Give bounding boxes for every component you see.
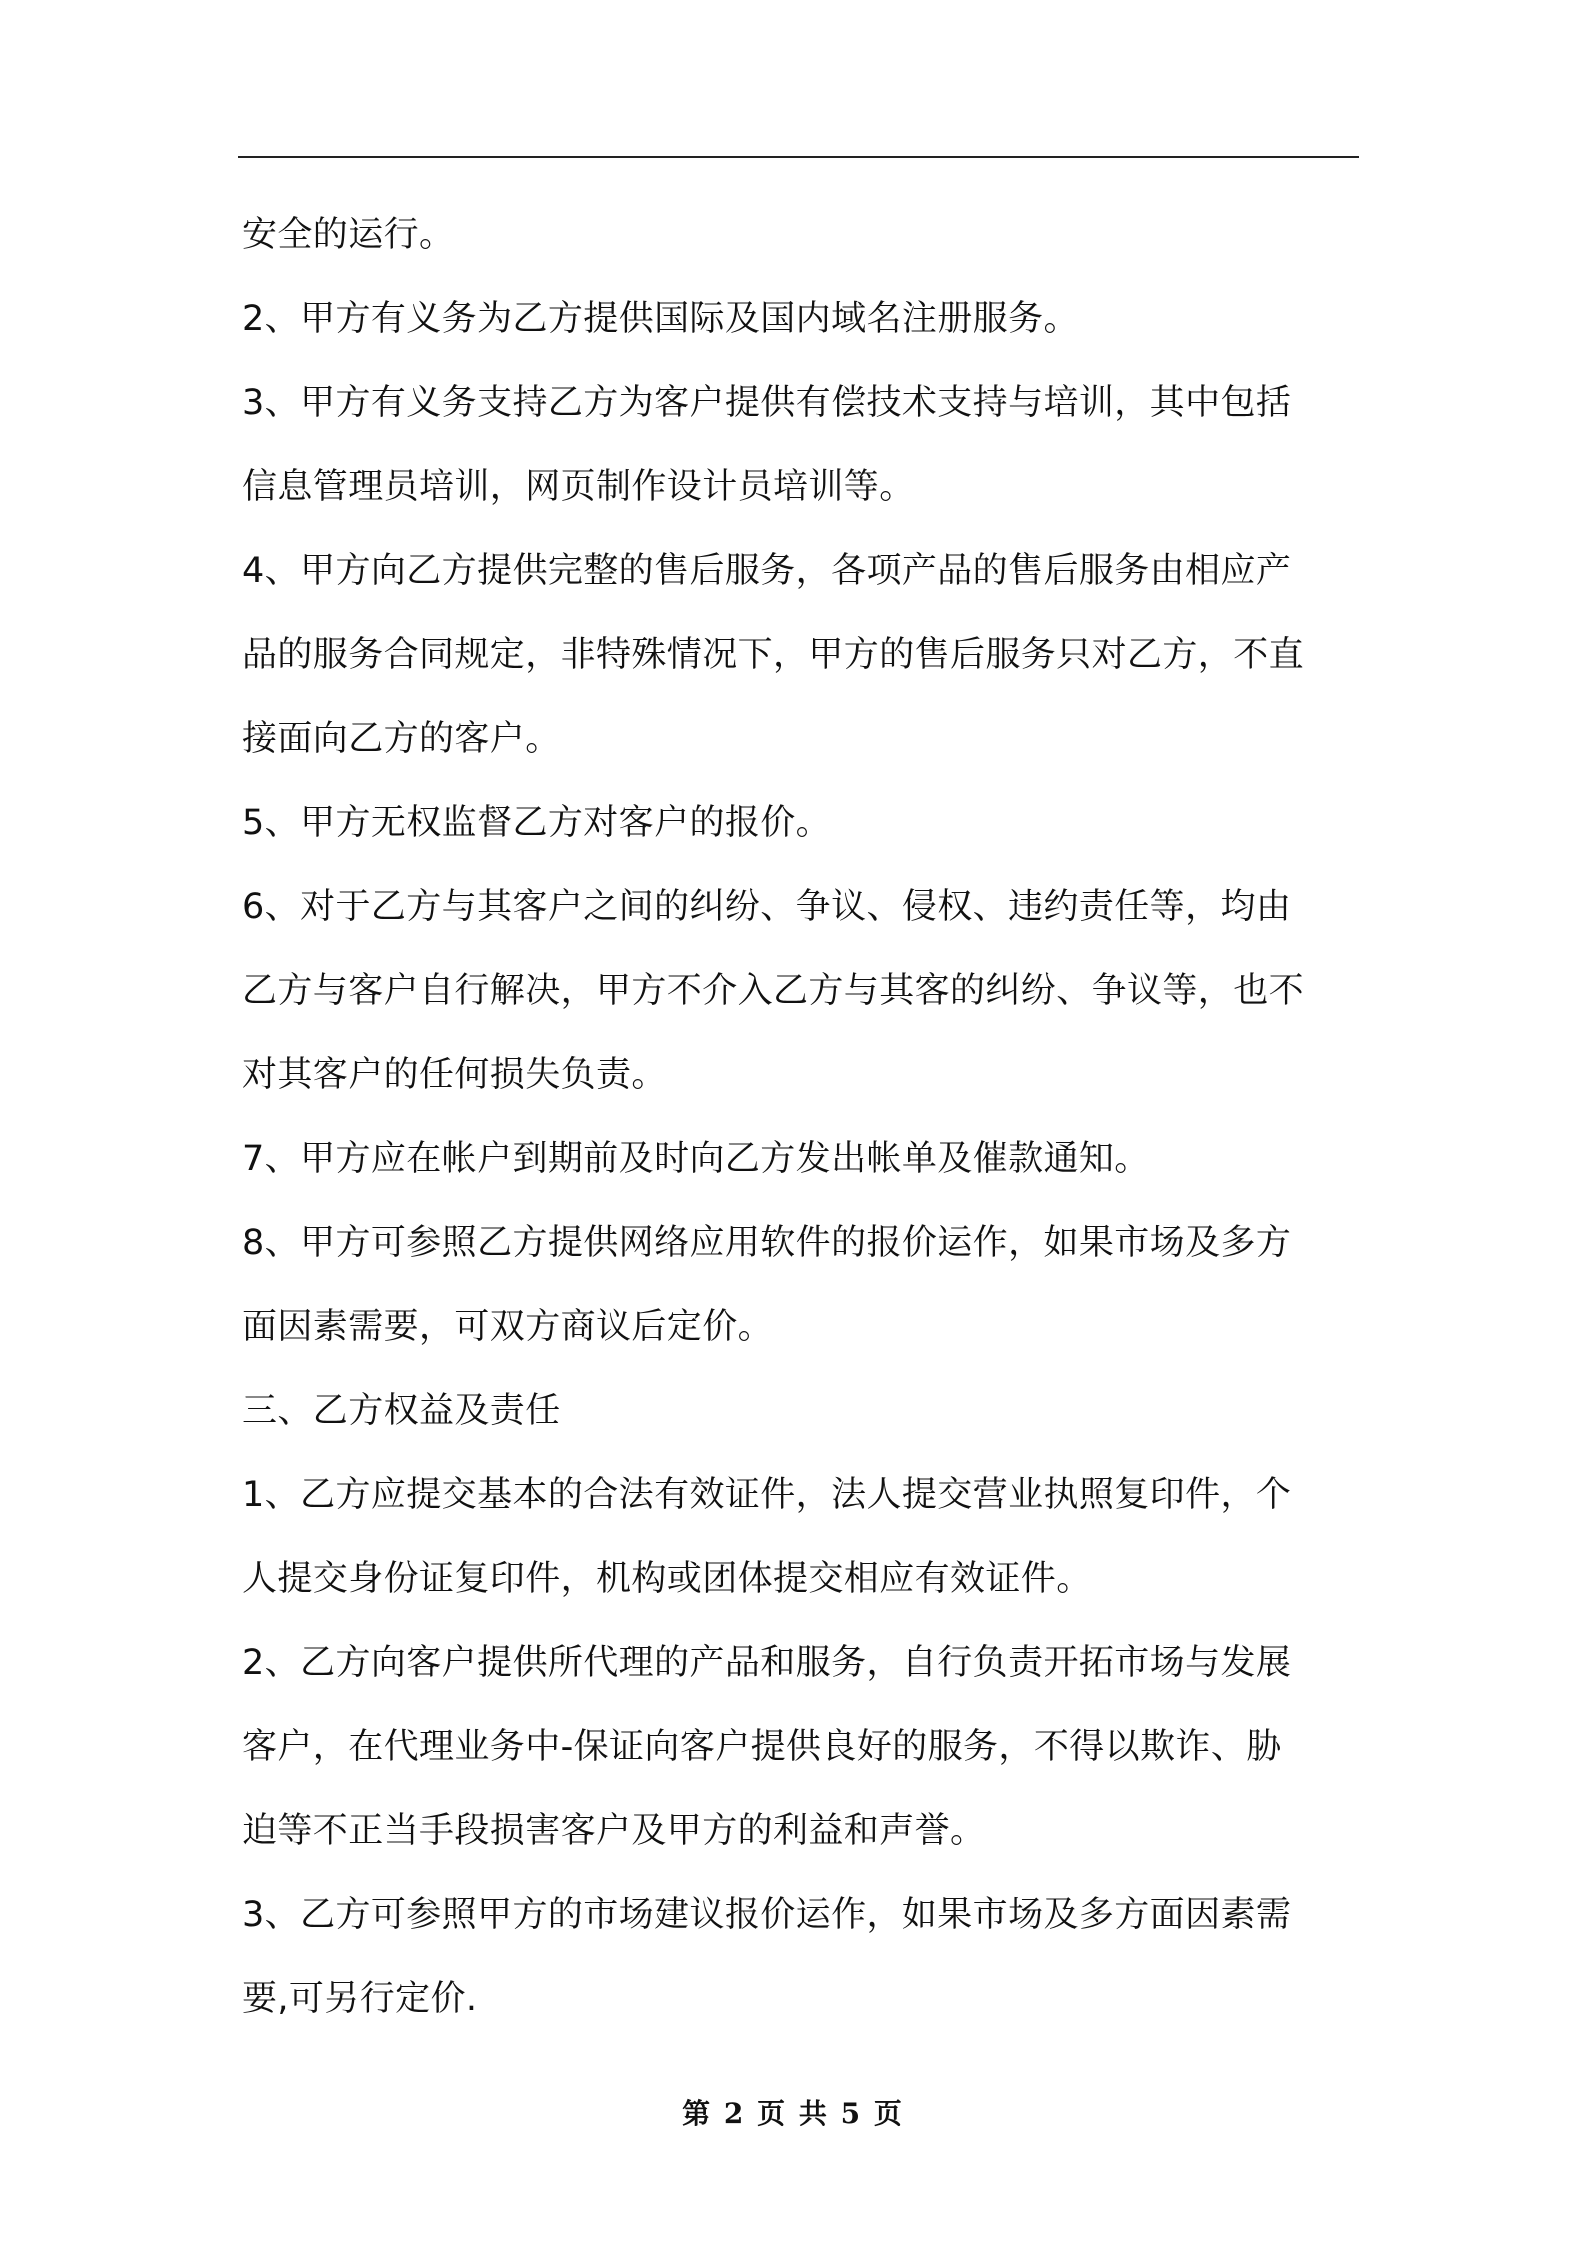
text-line: 对其客户的任何损失负责。 xyxy=(242,1055,667,1095)
text-line: 安全的运行。 xyxy=(242,215,455,255)
text-line: 4、甲方向乙方提供完整的售后服务，各项产品的售后服务由相应产 xyxy=(242,551,1292,591)
page-number: 第 2 页 共 5 页 xyxy=(682,2097,904,2130)
text-line: 人提交身份证复印件，机构或团体提交相应有效证件。 xyxy=(242,1559,1092,1599)
text-line: 要,可另行定价. xyxy=(242,1979,478,2019)
text-line: 8、甲方可参照乙方提供网络应用软件的报价运作，如果市场及多方 xyxy=(242,1223,1292,1263)
text-line: 2、甲方有义务为乙方提供国际及国内域名注册服务。 xyxy=(242,299,1079,339)
text-line: 客户，在代理业务中-保证向客户提供良好的服务，不得以欺诈、胁 xyxy=(242,1727,1282,1767)
text-line: 1、乙方应提交基本的合法有效证件，法人提交营业执照复印件，个 xyxy=(242,1475,1292,1515)
text-line: 信息管理员培训，网页制作设计员培训等。 xyxy=(242,467,915,507)
text-line: 7、甲方应在帐户到期前及时向乙方发出帐单及催款通知。 xyxy=(242,1139,1150,1179)
text-line: 2、乙方向客户提供所代理的产品和服务，自行负责开拓市场与发展 xyxy=(242,1643,1292,1683)
document-body xyxy=(242,193,1362,2041)
header-rule xyxy=(238,156,1359,158)
section-heading: 三、乙方权益及责任 xyxy=(242,1391,561,1431)
text-line: 3、甲方有义务支持乙方为客户提供有偿技术支持与培训，其中包括 xyxy=(242,383,1292,423)
text-line: 面因素需要，可双方商议后定价。 xyxy=(242,1307,774,1347)
text-line: 迫等不正当手段损害客户及甲方的利益和声誉。 xyxy=(242,1811,986,1851)
text-line: 6、对于乙方与其客户之间的纠纷、争议、侵权、违约责任等，均由 xyxy=(242,887,1292,927)
text-line: 3、乙方可参照甲方的市场建议报价运作，如果市场及多方面因素需 xyxy=(242,1895,1292,1935)
text-line: 接面向乙方的客户。 xyxy=(242,719,561,759)
text-line: 乙方与客户自行解决，甲方不介入乙方与其客的纠纷、争议等，也不 xyxy=(242,971,1305,1011)
text-line: 5、甲方无权监督乙方对客户的报价。 xyxy=(242,803,832,843)
text-line: 品的服务合同规定，非特殊情况下，甲方的售后服务只对乙方，不直 xyxy=(242,635,1305,675)
